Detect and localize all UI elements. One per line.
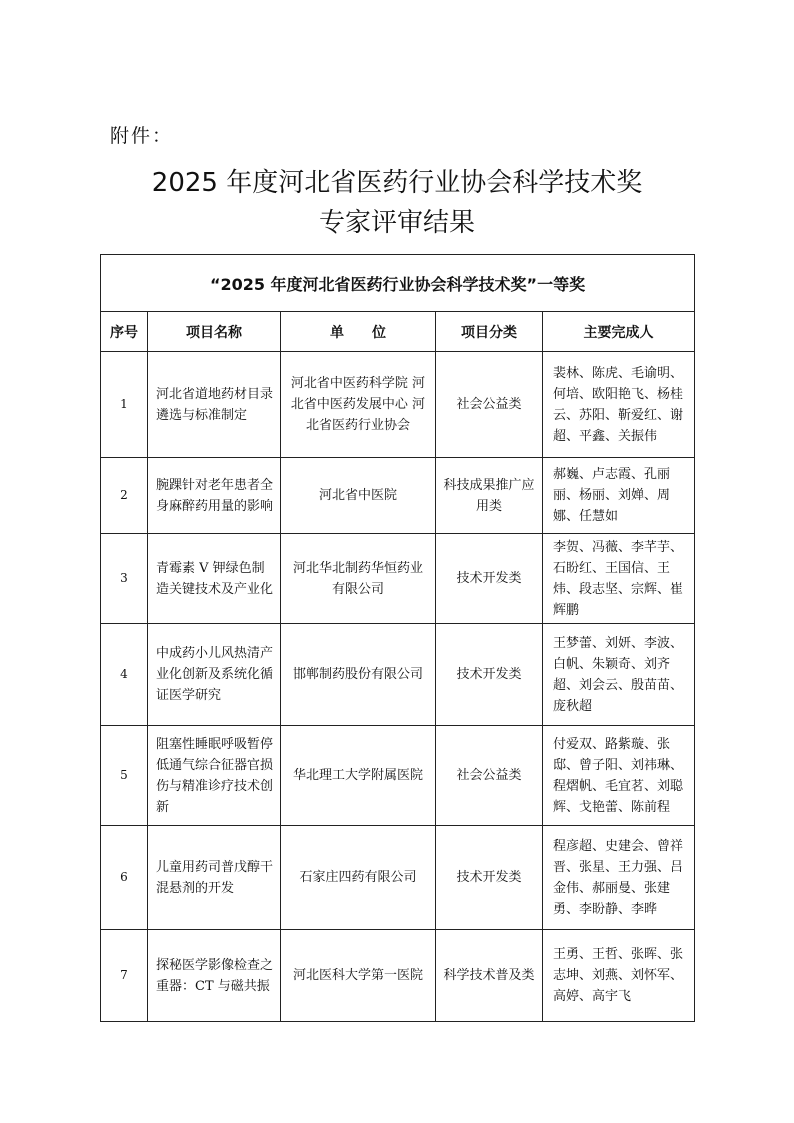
table-row bbox=[101, 726, 695, 826]
row-unit: 邯郸制药股份有限公司 bbox=[281, 624, 436, 726]
row-category: 技术开发类 bbox=[436, 624, 543, 726]
table-header-row bbox=[101, 312, 695, 352]
column-header-people: 主要完成人 bbox=[543, 312, 695, 352]
column-header-unit: 单 位 bbox=[281, 312, 436, 352]
row-seq: 3 bbox=[101, 534, 148, 624]
row-people: 程彦超、史建会、曾祥晋、张星、王力强、吕金伟、郝丽曼、张建勇、李盼静、李晔 bbox=[543, 826, 695, 930]
table-row bbox=[101, 826, 695, 930]
row-category: 社会公益类 bbox=[436, 352, 543, 458]
row-seq: 2 bbox=[101, 458, 148, 534]
document-title: 2025 年度河北省医药行业协会科学技术奖 bbox=[151, 168, 643, 198]
row-project-name: 阻塞性睡眠呼吸暂停低通气综合征器官损伤与精准诊疗技术创新 bbox=[148, 726, 281, 826]
table-row bbox=[101, 534, 695, 624]
document-subtitle: 专家评审结果 bbox=[318, 208, 475, 238]
attachment-label: 附件： bbox=[110, 125, 174, 147]
row-project-name: 儿童用药司普戊醇干混悬剂的开发 bbox=[148, 826, 281, 930]
row-unit: 石家庄四药有限公司 bbox=[281, 826, 436, 930]
row-project-name: 中成药小儿风热清产业化创新及系统化循证医学研究 bbox=[148, 624, 281, 726]
row-category: 技术开发类 bbox=[436, 534, 543, 624]
row-people: 郝巍、卢志霞、孔丽丽、杨丽、刘婵、周娜、任慧如 bbox=[543, 458, 695, 534]
table-row bbox=[101, 458, 695, 534]
row-seq: 1 bbox=[101, 352, 148, 458]
row-people: 王梦蕾、刘妍、李波、白帆、朱颖奇、刘齐超、刘会云、殷苗苗、庞秋超 bbox=[543, 624, 695, 726]
row-people: 王勇、王哲、张晖、张志坤、刘燕、刘怀军、高婷、高宇飞 bbox=[543, 930, 695, 1022]
row-people: 裴林、陈虎、毛谕明、何培、欧阳艳飞、杨桂云、苏阳、靳爱红、谢超、平鑫、关振伟 bbox=[543, 352, 695, 458]
row-project-name: 河北省道地药材目录遴选与标准制定 bbox=[148, 352, 281, 458]
row-unit: 河北华北制药华恒药业有限公司 bbox=[281, 534, 436, 624]
row-unit: 河北医科大学第一医院 bbox=[281, 930, 436, 1022]
row-project-name: 腕踝针对老年患者全身麻醉药用量的影响 bbox=[148, 458, 281, 534]
results-table bbox=[100, 254, 695, 1022]
row-seq: 4 bbox=[101, 624, 148, 726]
row-category: 科技成果推广应用类 bbox=[436, 458, 543, 534]
row-seq: 7 bbox=[101, 930, 148, 1022]
row-project-name: 青霉素 V 钾绿色制造关键技术及产业化 bbox=[148, 534, 281, 624]
row-people: 李贺、冯薇、李芊芋、石盼红、王国信、王炜、段志坚、宗辉、崔辉鹏 bbox=[543, 534, 695, 624]
award-level-caption: “2025 年度河北省医药行业协会科学技术奖”一等奖 bbox=[101, 255, 695, 312]
row-category: 社会公益类 bbox=[436, 726, 543, 826]
row-seq: 5 bbox=[101, 726, 148, 826]
row-unit: 河北省中医药科学院 河北省中医药发展中心 河北省医药行业协会 bbox=[281, 352, 436, 458]
table-row bbox=[101, 930, 695, 1022]
row-seq: 6 bbox=[101, 826, 148, 930]
column-header-seq: 序号 bbox=[101, 312, 148, 352]
row-project-name: 探秘医学影像检查之重器：CT 与磁共振 bbox=[148, 930, 281, 1022]
column-header-category: 项目分类 bbox=[436, 312, 543, 352]
table-caption-row bbox=[101, 255, 695, 312]
column-header-project: 项目名称 bbox=[148, 312, 281, 352]
table-row bbox=[101, 352, 695, 458]
row-category: 科学技术普及类 bbox=[436, 930, 543, 1022]
table-row bbox=[101, 624, 695, 726]
row-unit: 华北理工大学附属医院 bbox=[281, 726, 436, 826]
row-unit: 河北省中医院 bbox=[281, 458, 436, 534]
row-people: 付爱双、路紫璇、张邸、曾子阳、刘祎琳、程熠帆、毛宜茗、刘聪辉、戈艳蕾、陈前程 bbox=[543, 726, 695, 826]
row-category: 技术开发类 bbox=[436, 826, 543, 930]
